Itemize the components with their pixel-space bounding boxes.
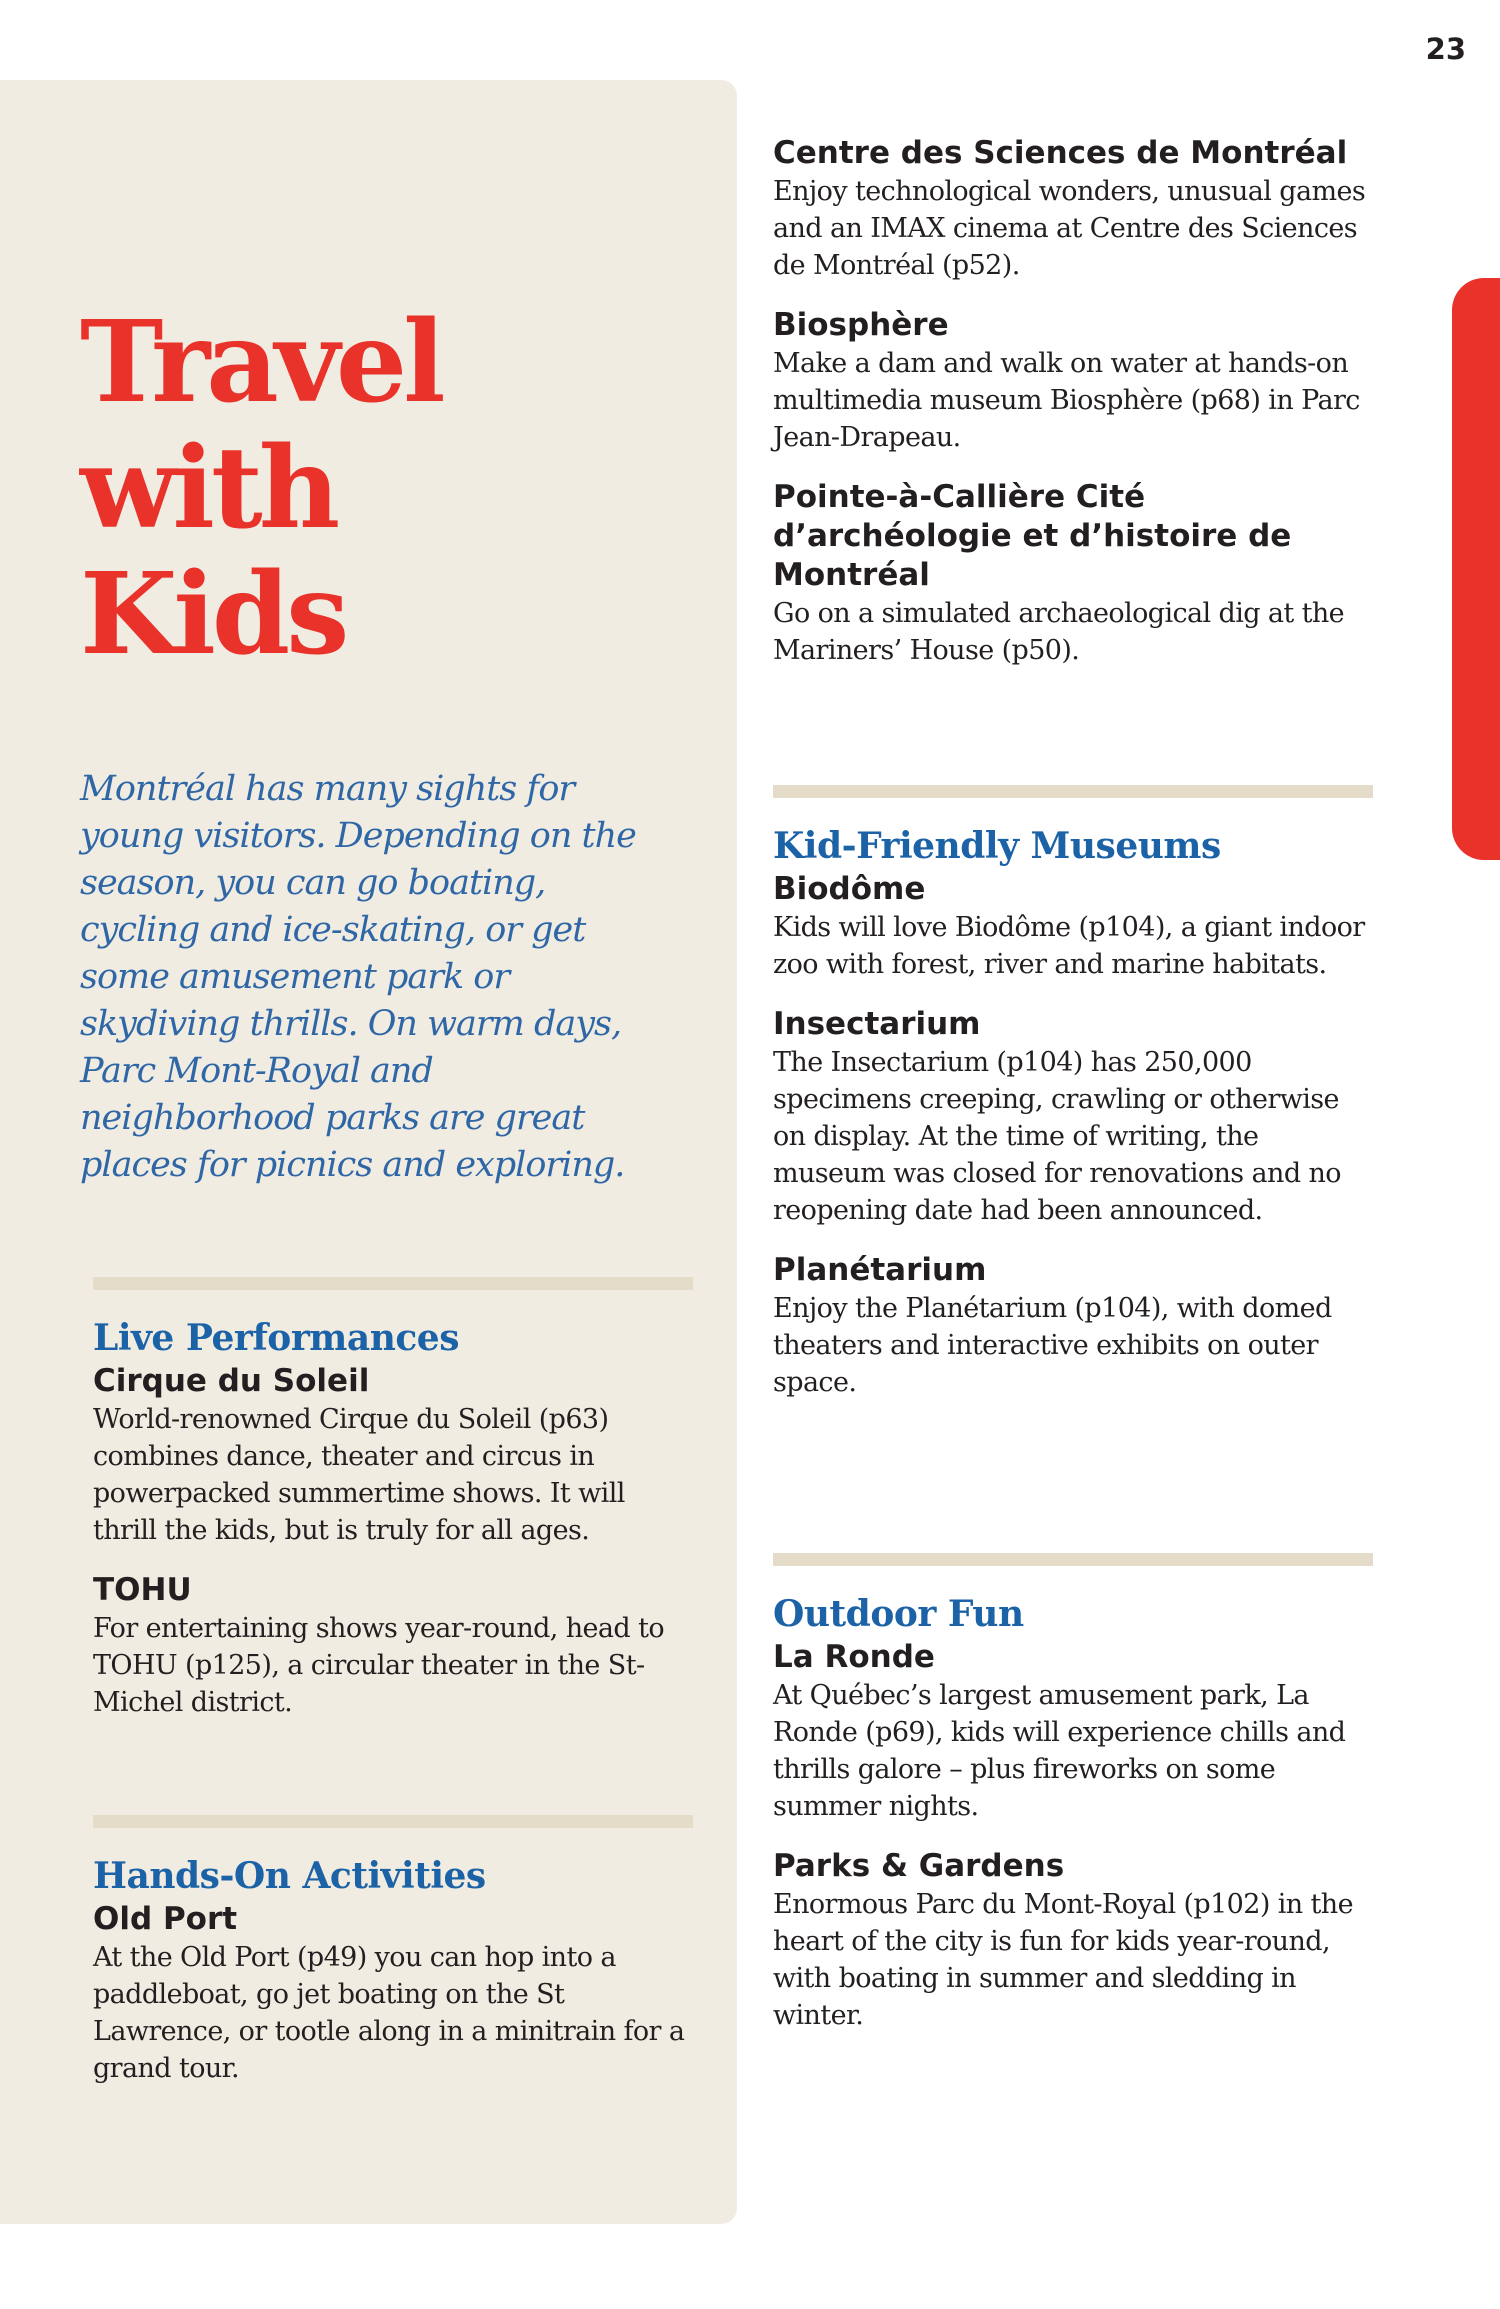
title-line: with [80, 423, 337, 554]
entry-text: World-renowned Cirque du Soleil (p63) combines dance, theater and circus in powerpacked summertime shows. It will thrill the kids, but is truly for all ages. [93, 1404, 625, 1546]
entry-text: Go on a simulated archaeological dig at the Mariners’ House (p50). [773, 598, 1345, 666]
entry-text: At Québec’s largest amusement park, La Ronde (p69), kids will experience chills and thrills galore – plus fireworks on some summer nights. [773, 1680, 1346, 1822]
section-museums [773, 785, 1373, 1401]
entry-text: Enjoy technological wonders, unusual games and an IMAX cinema at Centre des Sciences de Montréal (p52). [773, 176, 1366, 281]
entry-text: At the Old Port (p49) you can hop into a paddleboat, go jet boating on the St Lawrence, or tootle along in a minitrain for a grand tour. [93, 1942, 685, 2084]
entry-name: Planétarium [773, 1252, 987, 1288]
page-title [80, 297, 442, 680]
title-line: Kids [80, 549, 346, 680]
entry-name: Centre des Sciences de Montréal [773, 135, 1348, 171]
entry-name: Cirque du Soleil [93, 1363, 370, 1399]
entry-name: Insectarium [773, 1006, 981, 1042]
entry-name: Biodôme [773, 871, 926, 907]
section-hands-on [93, 1815, 693, 2087]
entry-text: Enormous Parc du Mont-Royal (p102) in the heart of the city is fun for kids year-round, with boating in summer and sledding in winter. [773, 1889, 1353, 2031]
entry-name: Pointe-à-Callière Cité d’archéologie et d’histoire de Montréal [773, 479, 1292, 593]
entry-name: Biosphère [773, 307, 949, 343]
section-heading: Hands-On Activities [93, 1855, 486, 1897]
section-heading: Live Performances [93, 1317, 459, 1359]
section-live-performances [93, 1277, 693, 1721]
section-divider [773, 1553, 1373, 1566]
entry-text: Make a dam and walk on water at hands-on multimedia museum Biosphère (p68) in Parc Jean-Drapeau. [773, 348, 1360, 453]
section-outdoor [773, 1553, 1373, 2034]
section-hands-on-continued [773, 134, 1373, 669]
entry-name: TOHU [93, 1572, 192, 1608]
page-number: 23 [1425, 32, 1466, 66]
chapter-tab [1452, 278, 1500, 860]
section-divider [93, 1277, 693, 1290]
entry-name: Parks & Gardens [773, 1848, 1065, 1884]
entry-text: For entertaining shows year-round, head to TOHU (p125), a circular theater in the St-Michel district. [93, 1613, 665, 1718]
title-line: Travel [80, 297, 442, 428]
section-divider [93, 1815, 693, 1828]
entry-name: Old Port [93, 1901, 238, 1937]
intro-paragraph: Montréal has many sights for young visitors. Depending on the season, you can go boating, cycling and ice-skating, or get some amusement park or skydiving thrills. On warm days, Parc Mont-Royal and neighborhood parks are great places for picnics and exploring. [80, 769, 636, 1185]
entry-text: Enjoy the Planétarium (p104), with domed theaters and interactive exhibits on outer space. [773, 1293, 1332, 1398]
entry-name: La Ronde [773, 1639, 935, 1675]
entry-text: The Insectarium (p104) has 250,000 specimens creeping, crawling or otherwise on display. At the time of writing, the museum was closed for renovations and no reopening date had been announced. [773, 1047, 1341, 1226]
section-divider [773, 785, 1373, 798]
section-heading: Outdoor Fun [773, 1593, 1024, 1635]
entry-text: Kids will love Biodôme (p104), a giant indoor zoo with forest, river and marine habitats. [773, 912, 1365, 980]
section-heading: Kid-Friendly Museums [773, 825, 1221, 867]
